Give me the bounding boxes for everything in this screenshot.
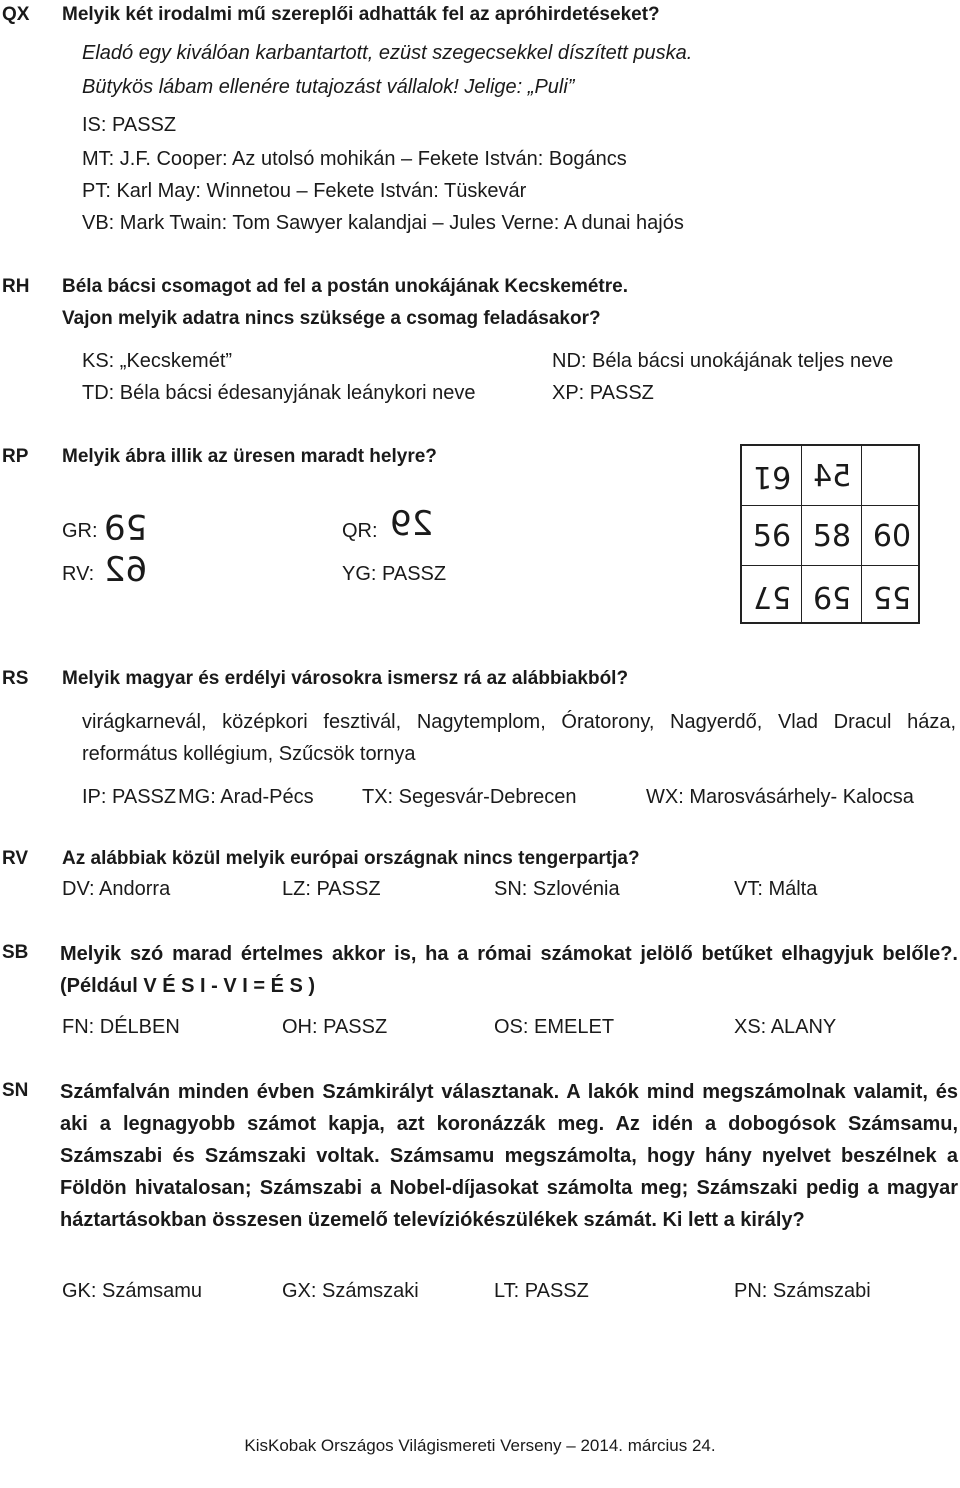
- answer-vt: VT: Málta: [734, 878, 818, 900]
- grid-cell-value: 55: [872, 578, 912, 614]
- answer-oh: OH: PASSZ: [282, 1016, 388, 1038]
- answer-gr-label: GR:: [62, 520, 98, 542]
- question-code: RV: [2, 848, 29, 869]
- answer-os: OS: EMELET: [494, 1016, 615, 1038]
- answer-pt: PT: Karl May: Winnetou – Fekete István: Tüskevár: [82, 180, 527, 202]
- question-text: Melyik két irodalmi mű szereplői adhatták fel az apróhirdetéseket?: [62, 4, 660, 25]
- qr-figure-text: 29: [390, 504, 434, 544]
- ad-text-2: Bütykös lábam ellenére tutajozást vállalok! Jelige: „Puli”: [82, 76, 575, 98]
- grid-cell-empty: [862, 446, 922, 506]
- answer-dv: DV: Andorra: [62, 878, 171, 900]
- answer-mt: MT: J.F. Cooper: Az utolsó mohikán – Fekete István: Bogáncs: [82, 148, 627, 170]
- answer-mg: MG: Arad-Pécs: [178, 786, 314, 808]
- answer-sn: SN: Szlovénia: [494, 878, 620, 900]
- question-code: RH: [2, 276, 30, 297]
- question-text: Béla bácsi csomagot ad fel a postán unokájának Kecskemétre.: [62, 276, 629, 297]
- answer-qr-label: QR:: [342, 520, 378, 542]
- answer-xs: XS: ALANY: [734, 1016, 837, 1038]
- grid-cell: [862, 566, 922, 626]
- answer-nd: ND: Béla bácsi unokájának teljes neve: [552, 350, 894, 372]
- gr-figure-text: 59: [104, 506, 148, 546]
- grid-cell-value: 61: [752, 458, 792, 494]
- grid-cell: [802, 446, 862, 506]
- question-text-2: Vajon melyik adatra nincs szüksége a csomag feladásakor?: [62, 308, 601, 329]
- question-text: Az alábbiak közül melyik európai országnak nincs tengerpartja?: [62, 848, 640, 869]
- answer-qr-figure: [390, 504, 433, 544]
- rs-clue-text: virágkarnevál, középkori fesztivál, Nagytemplom, Óratorony, Nagyerdő, Vlad Dracul háza, református kollégium, Szűcsök tornya: [82, 711, 956, 765]
- answer-vb: VB: Mark Twain: Tom Sawyer kalandjai – Jules Verne: A dunai hajós: [82, 212, 684, 234]
- grid-cell: 60: [872, 518, 912, 554]
- answer-rv-label: RV:: [62, 563, 95, 585]
- answer-ip: IP: PASSZ: [82, 786, 177, 808]
- grid-cell: [742, 446, 802, 506]
- answer-wx: WX: Marosvásárhely- Kalocsa: [646, 786, 914, 808]
- question-text: Számfalván minden évben Számkirályt választanak. A lakók mind megszámolnak valamit, és aki a legnagyobb számot kapja, azt koronázzák meg. Az idén a dobogósok Számsamu, Számszabi és Számszaki voltak. Számsamu megszámolta, hogy hány nyelvet beszélnek a Földön hivatalosan; Számszabi a Nobel-díjasokat számolta meg; Számszaki pedig a magyar háztartásokban összesen üzemelő televíziókészülékek számát. Ki lett a király?: [60, 1081, 958, 1231]
- answer-pn: PN: Számszabi: [734, 1280, 871, 1302]
- grid-cell: [802, 566, 862, 626]
- question-code: RS: [2, 668, 29, 689]
- question-code: SN: [2, 1080, 29, 1101]
- rv-figure-text: 62: [104, 550, 148, 590]
- grid-cell: 56: [752, 518, 792, 554]
- answer-td: TD: Béla bácsi édesanyjának leánykori neve: [82, 382, 476, 404]
- question-text: Melyik ábra illik az üresen maradt helyre?: [62, 446, 437, 467]
- grid-cell-value: 57: [752, 578, 792, 614]
- answer-gr-figure: [104, 506, 147, 546]
- answer-yg: YG: PASSZ: [342, 563, 447, 585]
- answer-gx: GX: Számszaki: [282, 1280, 419, 1302]
- answer-rv-figure: [104, 550, 147, 590]
- number-grid: [740, 444, 920, 624]
- answer-tx: TX: Segesvár-Debrecen: [362, 786, 577, 808]
- grid-cell: [742, 566, 802, 626]
- grid-cell-value: 54: [812, 458, 852, 494]
- footer: KisKobak Országos Világismereti Verseny – 2014. március 24.: [244, 1436, 716, 1455]
- answer-gk: GK: Számsamu: [62, 1280, 203, 1302]
- question-text: Melyik szó marad értelmes akkor is, ha a római számokat jelölő betűket elhagyjuk belőle?. (Például V É S I - V I = É S ): [60, 943, 958, 997]
- grid-cell-value: 59: [812, 578, 852, 614]
- ad-text-1: Eladó egy kiválóan karbantartott, ezüst szegecsekkel díszített puska.: [82, 42, 693, 64]
- answer-ks: KS: „Kecskemét”: [82, 350, 233, 372]
- answer-xp: XP: PASSZ: [552, 382, 654, 404]
- answer-is: IS: PASSZ: [82, 114, 177, 136]
- answer-lz: LZ: PASSZ: [282, 878, 381, 900]
- question-code: RP: [2, 446, 29, 467]
- answer-lt: LT: PASSZ: [494, 1280, 589, 1302]
- answer-fn: FN: DÉLBEN: [62, 1016, 180, 1038]
- question-code: QX: [2, 4, 30, 25]
- grid-cell: 58: [812, 518, 852, 554]
- question-code: SB: [2, 942, 29, 963]
- question-text: Melyik magyar és erdélyi városokra ismersz rá az alábbiakból?: [62, 668, 629, 689]
